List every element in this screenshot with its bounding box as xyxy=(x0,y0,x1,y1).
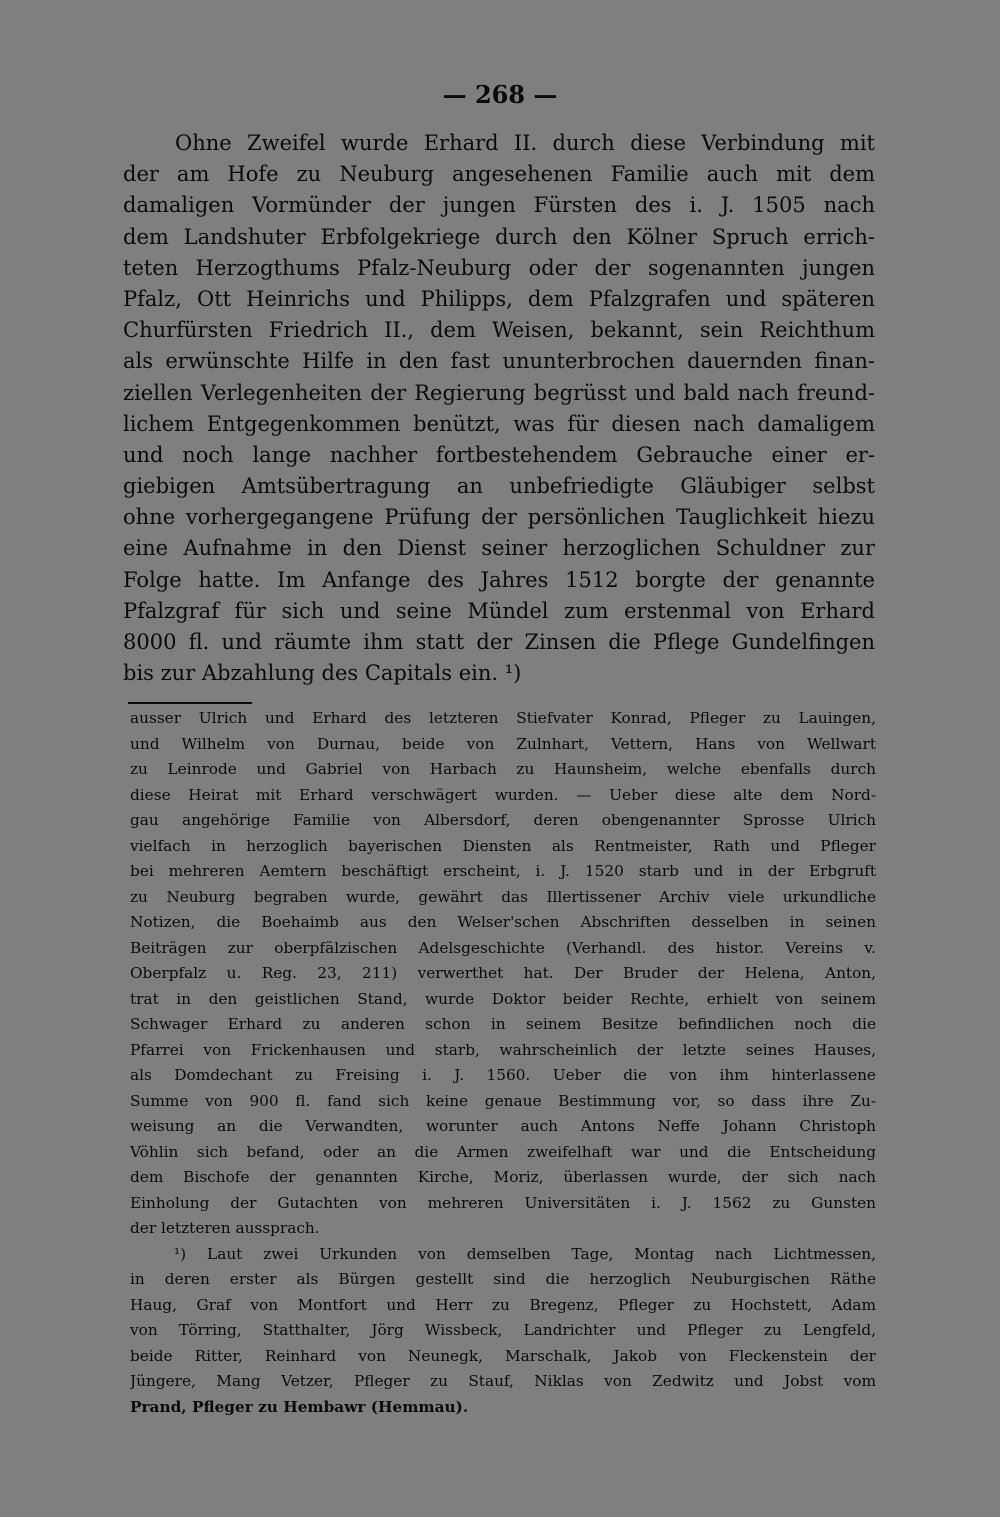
main-text-line: eine Aufnahme in den Dienst seiner herzoglichen Schuldner zur xyxy=(123,536,875,561)
footnote-line: der letzteren aussprach. xyxy=(130,1219,320,1237)
main-text-line: Folge hatte. Im Anfange des Jahres 1512 borgte der genannte xyxy=(123,567,875,592)
footnote-line: von Törring, Statthalter, Jörg Wissbeck, Landrichter und Pfleger zu Lengfeld, xyxy=(130,1321,876,1339)
footnote-line: bei mehreren Aemtern beschäftigt erscheint, i. J. 1520 starb und in der Erbgruft xyxy=(130,862,876,880)
main-text-line: damaligen Vormünder der jungen Fürsten des i. J. 1505 nach xyxy=(123,193,875,218)
main-text-line: ohne vorhergegangene Prüfung der persönlichen Tauglichkeit hiezu xyxy=(123,505,875,530)
page-number: — 268 — xyxy=(442,80,558,109)
footnote-line: Summe von 900 fl. fand sich keine genaue Bestimmung vor, so dass ihre Zu- xyxy=(130,1091,876,1110)
footnote-continued xyxy=(130,706,876,1242)
main-text-line: Pfalz, Ott Heinrichs und Philipps, dem Pfalzgrafen und späteren xyxy=(123,286,875,311)
footnote-line: zu Neuburg begraben wurde, gewährt das Illertissener Archiv viele urkundliche xyxy=(130,887,876,906)
footnote-line: Oberpfalz u. Reg. 23, 211) verwerthet hat. Der Bruder der Helena, Anton, xyxy=(130,964,876,982)
main-text-line: als erwünschte Hilfe in den fast ununterbrochen dauernden finan- xyxy=(123,349,875,374)
footnote-line: zu Leinrode und Gabriel von Harbach zu Haunsheim, welche ebenfalls durch xyxy=(130,760,876,778)
main-text-line: der am Hofe zu Neuburg angesehenen Familie auch mit dem xyxy=(123,162,875,187)
main-text-line: Pfalzgraf für sich und seine Mündel zum erstenmal von Erhard xyxy=(123,598,875,623)
footnote-line: diese Heirat mit Erhard verschwägert wurden. — Ueber diese alte dem Nord- xyxy=(130,785,876,804)
footnote-line: als Domdechant zu Freising i. J. 1560. Ueber die von ihm hinterlassene xyxy=(130,1066,876,1084)
footnote-line: weisung an die Verwandten, worunter auch Antons Neffe Johann Christoph xyxy=(130,1117,876,1135)
main-text-line: lichem Entgegenkommen benützt, was für diesen nach damaligem xyxy=(123,411,875,436)
footnote-line: und Wilhelm von Durnau, beide von Zulnhart, Vettern, Hans von Wellwart xyxy=(130,734,876,753)
footnote-line: dem Bischofe der genannten Kirche, Moriz, überlassen wurde, der sich nach xyxy=(130,1168,876,1186)
main-text-line: Ohne Zweifel wurde Erhard II. durch diese Verbindung mit xyxy=(175,131,875,155)
footnote-1 xyxy=(130,1242,876,1421)
footnote-line: Vöhlin sich befand, oder an die Armen zweifelhaft war und die Entscheidung xyxy=(130,1142,876,1161)
footnote-line: vielfach in herzoglich bayerischen Diensten als Rentmeister, Rath und Pfleger xyxy=(130,836,876,855)
main-paragraph xyxy=(123,128,875,689)
footnote-line: Jüngere, Mang Vetzer, Pfleger zu Stauf, Niklas von Zedwitz und Jobst vom xyxy=(130,1372,876,1390)
footnote-line: Prand, Pfleger zu Hembawr (Hemmau). xyxy=(130,1397,469,1416)
footnote-line: gau angehörige Familie von Albersdorf, deren obengenannter Sprosse Ulrich xyxy=(130,811,876,829)
footnote-line: Haug, Graf von Montfort und Herr zu Bregenz, Pfleger zu Hochstett, Adam xyxy=(130,1295,876,1314)
footnote-line: ¹) Laut zwei Urkunden von demselben Tage, Montag nach Lichtmessen, xyxy=(174,1244,876,1263)
main-text-line: teten Herzogthums Pfalz-Neuburg oder der sogenannten jungen xyxy=(123,255,875,280)
footnote-line: in deren erster als Bürgen gestellt sind die herzoglich Neuburgischen Räthe xyxy=(130,1270,876,1288)
footnote-separator xyxy=(128,702,252,704)
main-text-line: und noch lange nachher fortbestehendem Gebrauche einer er- xyxy=(123,442,875,467)
main-text-line: Churfürsten Friedrich II., dem Weisen, bekannt, sein Reichthum xyxy=(123,318,875,343)
main-text-line: bis zur Abzahlung des Capitals ein. ¹) xyxy=(123,661,522,686)
footnote-line: trat in den geistlichen Stand, wurde Doktor beider Rechte, erhielt von seinem xyxy=(130,989,876,1008)
footnote-line: ausser Ulrich und Erhard des letzteren Stiefvater Konrad, Pfleger zu Lauingen, xyxy=(130,709,876,727)
footnote-line: Schwager Erhard zu anderen schon in seinem Besitze befindlichen noch die xyxy=(130,1015,876,1033)
main-text-line: dem Landshuter Erbfolgekriege durch den Kölner Spruch errich- xyxy=(123,224,875,249)
footnote-line: Notizen, die Boehaimb aus den Welser'schen Abschriften desselben in seinen xyxy=(130,913,876,931)
footnote-line: Beiträgen zur oberpfälzischen Adelsgeschichte (Verhandl. des histor. Vereins v. xyxy=(130,938,876,957)
footnote-line: beide Ritter, Reinhard von Neunegk, Marschalk, Jakob von Fleckenstein der xyxy=(130,1346,876,1365)
footnotes xyxy=(130,706,876,1420)
footnote-line: Einholung der Gutachten von mehreren Universitäten i. J. 1562 zu Gunsten xyxy=(130,1193,876,1212)
main-text-line: 8000 fl. und räumte ihm statt der Zinsen die Pflege Gundelfingen xyxy=(123,630,875,654)
main-text-line: ziellen Verlegenheiten der Regierung begrüsst und bald nach freund- xyxy=(123,380,875,405)
main-text-line: giebigen Amtsübertragung an unbefriedigte Gläubiger selbst xyxy=(123,474,875,499)
footnote-line: Pfarrei von Frickenhausen und starb, wahrscheinlich der letzte seines Hauses, xyxy=(130,1040,876,1059)
